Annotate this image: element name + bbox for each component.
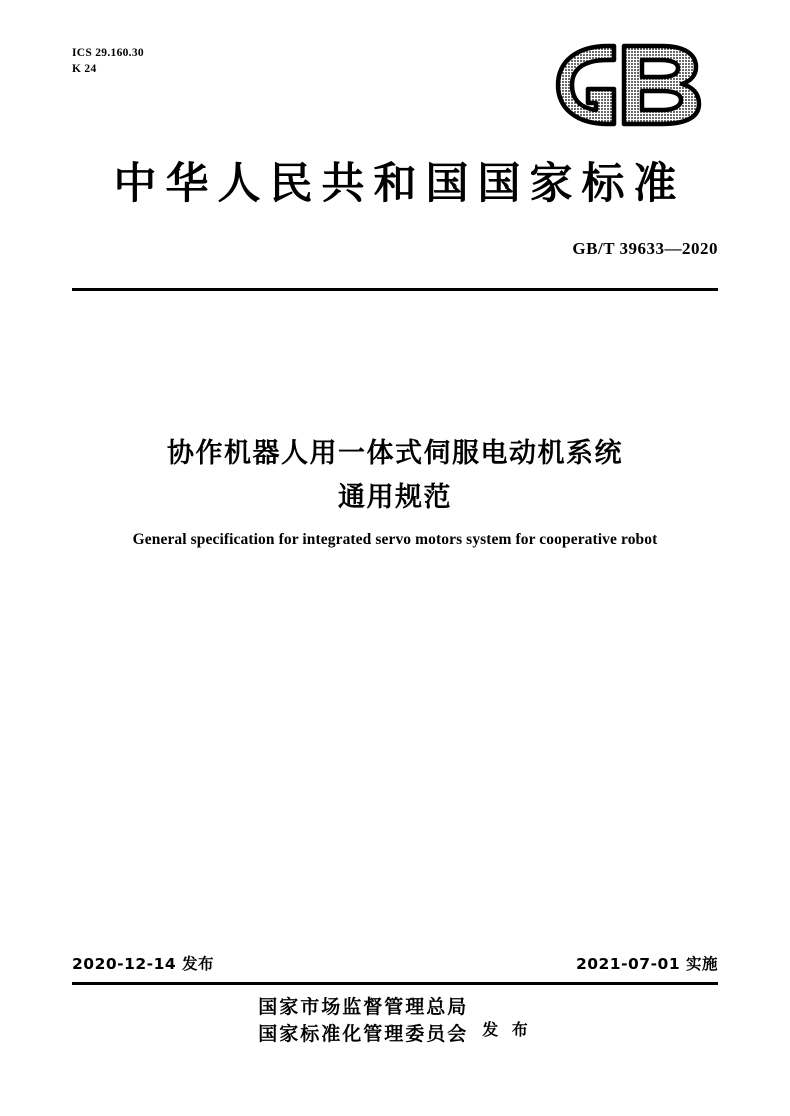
issuer-action-label: 发 布	[482, 1019, 532, 1039]
issuer-line-1: 国家市场监督管理总局	[258, 996, 469, 1018]
national-standard-title: 中华人民共和国国家标准	[113, 159, 686, 209]
issue-date: 2020-12-14 发布	[72, 955, 215, 973]
document-title-chinese-line2: 通用规范	[338, 482, 452, 513]
issuer-block	[0, 994, 790, 1048]
issuer-names	[258, 994, 468, 1048]
gb-logo	[550, 42, 718, 128]
footer-dates	[72, 952, 718, 974]
header-divider	[72, 288, 718, 291]
ics-code: ICS 29.160.30	[72, 47, 144, 59]
ics-classification-block	[72, 46, 144, 77]
document-title-chinese-line1: 协作机器人用一体式伺服电动机系统	[167, 438, 623, 469]
document-title-chinese	[0, 432, 790, 520]
implementation-date: 2021-07-01 实施	[575, 955, 718, 973]
ccs-code: K 24	[72, 62, 97, 75]
footer-divider	[72, 982, 718, 985]
standard-number: GB/T 39633—2020	[572, 239, 718, 258]
document-title-english: General specification for integrated servo motors system for cooperative robot	[132, 531, 658, 548]
issuer-line-2: 国家标准化管理委员会	[258, 1023, 469, 1045]
